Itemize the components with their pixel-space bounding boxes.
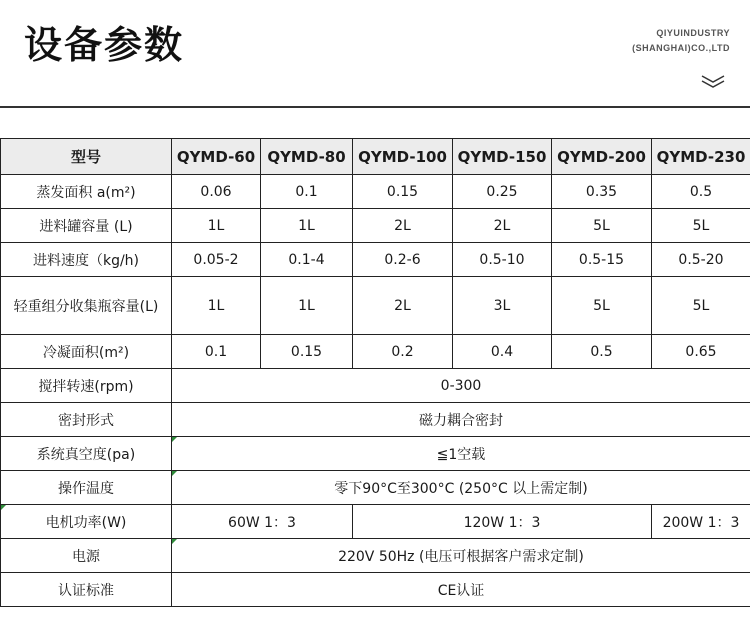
- table-cell: 0.05-2: [172, 243, 261, 277]
- table-cell: 0.25: [453, 175, 552, 209]
- table-cell: 零下90°C至300°C (250°C 以上需定制): [172, 471, 750, 505]
- model-name-cell: QYMD-150: [453, 139, 552, 175]
- row-label: 进料速度（kg/h): [1, 243, 172, 277]
- table-header-row: [1, 139, 750, 175]
- table-cell: 2L: [453, 209, 552, 243]
- row-label: 进料罐容量 (L): [1, 209, 172, 243]
- table-row: [1, 505, 750, 539]
- table-cell: 0.5: [652, 175, 750, 209]
- table-cell: 0.5: [552, 335, 652, 369]
- company-name: [632, 26, 730, 56]
- table-cell: 0.5-15: [552, 243, 652, 277]
- table-cell: 0.4: [453, 335, 552, 369]
- table-row: [1, 335, 750, 369]
- company-name-line2: (SHANGHAI)CO.,LTD: [632, 43, 730, 53]
- table-row: [1, 369, 750, 403]
- row-label: 冷凝面积(m²): [1, 335, 172, 369]
- row-label: 搅拌转速(rpm): [1, 369, 172, 403]
- table-cell: 0.5-10: [453, 243, 552, 277]
- company-name-line1: QIYUINDUSTRY: [656, 28, 730, 38]
- table-row: [1, 573, 750, 607]
- table-cell: 5L: [552, 209, 652, 243]
- row-label: 轻重组分收集瓶容量(L): [1, 277, 172, 335]
- table-cell: 5L: [652, 209, 750, 243]
- table-cell: 0-300: [172, 369, 750, 403]
- spec-table: [0, 138, 750, 607]
- table-cell: 磁力耦合密封: [172, 403, 750, 437]
- table-cell: 1L: [172, 209, 261, 243]
- page-title: 设备参数: [24, 23, 185, 67]
- table-row: [1, 243, 750, 277]
- table-cell: 0.65: [652, 335, 750, 369]
- table-cell: 1L: [172, 277, 261, 335]
- table-cell: 2L: [353, 209, 453, 243]
- row-label: 电机功率(W): [1, 505, 172, 539]
- table-cell: 220V 50Hz (电压可根据客户需求定制): [172, 539, 750, 573]
- table-cell: 0.2-6: [353, 243, 453, 277]
- row-label: 蒸发面积 a(m²): [1, 175, 172, 209]
- row-label: 系统真空度(pa): [1, 437, 172, 471]
- table-row: [1, 209, 750, 243]
- table-cell: 0.1: [172, 335, 261, 369]
- table-cell: 0.2: [353, 335, 453, 369]
- row-label: 操作温度: [1, 471, 172, 505]
- table-cell: 120W 1：3: [353, 505, 652, 539]
- row-label: 认证标准: [1, 573, 172, 607]
- double-chevron-down-icon: [700, 74, 726, 88]
- model-name-cell: QYMD-80: [261, 139, 353, 175]
- model-name-cell: QYMD-60: [172, 139, 261, 175]
- table-row: [1, 277, 750, 335]
- header-divider: [0, 106, 750, 108]
- model-name-cell: QYMD-230: [652, 139, 750, 175]
- table-cell: 60W 1：3: [172, 505, 353, 539]
- row-label: 密封形式: [1, 403, 172, 437]
- table-cell: 0.15: [261, 335, 353, 369]
- table-row: [1, 471, 750, 505]
- table-cell: 0.35: [552, 175, 652, 209]
- table-cell: 5L: [552, 277, 652, 335]
- table-cell: 1L: [261, 277, 353, 335]
- table-row: [1, 403, 750, 437]
- model-name-cell: QYMD-200: [552, 139, 652, 175]
- table-cell: 3L: [453, 277, 552, 335]
- table-cell: 1L: [261, 209, 353, 243]
- model-header-cell: 型号: [1, 139, 172, 175]
- table-cell: 200W 1：3: [652, 505, 750, 539]
- table-cell: 2L: [353, 277, 453, 335]
- table-row: [1, 437, 750, 471]
- table-cell: 0.06: [172, 175, 261, 209]
- table-cell: 5L: [652, 277, 750, 335]
- row-label: 电源: [1, 539, 172, 573]
- table-cell: CE认证: [172, 573, 750, 607]
- table-cell: ≦1空载: [172, 437, 750, 471]
- table-row: [1, 539, 750, 573]
- table-cell: 0.15: [353, 175, 453, 209]
- table-cell: 0.1: [261, 175, 353, 209]
- table-cell: 0.5-20: [652, 243, 750, 277]
- model-name-cell: QYMD-100: [353, 139, 453, 175]
- table-row: [1, 175, 750, 209]
- table-cell: 0.1-4: [261, 243, 353, 277]
